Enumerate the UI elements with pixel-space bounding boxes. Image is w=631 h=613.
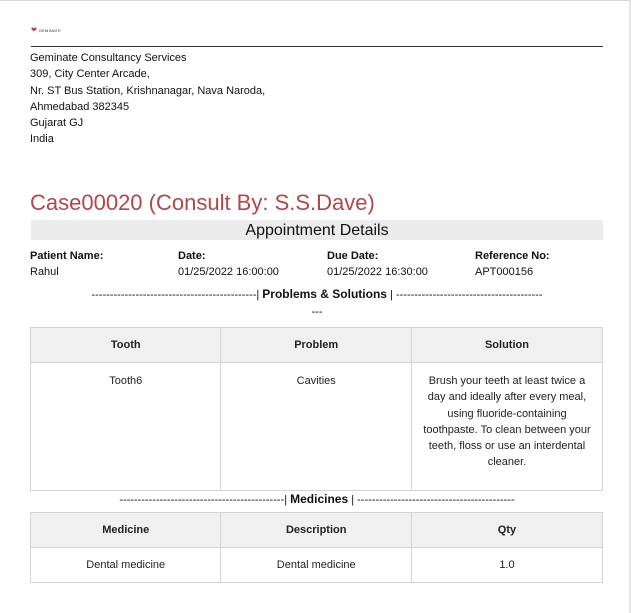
dash-rule: ---------------------------------------------: [119, 494, 285, 506]
due-date-label: Due Date:: [327, 250, 379, 262]
address-line: Geminate Consultancy Services: [30, 52, 187, 64]
date-info: [178, 248, 279, 280]
medicine-cell: Dental medicine: [31, 548, 221, 583]
page-top-border: [0, 0, 631, 1]
problems-section-heading: ---------------------------------------------| Problems & Solutions | ----------------------------------------: [91, 287, 543, 301]
column-header-solution: Solution: [411, 328, 602, 363]
column-header-qty: Qty: [411, 513, 602, 548]
qty-cell: 1.0: [411, 548, 602, 583]
patient-name-value: Rahul: [30, 266, 59, 278]
column-header-description: Description: [221, 513, 411, 548]
company-address: [30, 50, 265, 148]
due-date-info: [327, 248, 428, 280]
appointment-details-heading: Appointment Details: [31, 220, 603, 240]
table-header-row: [31, 513, 603, 548]
problems-section-title: Problems & Solutions: [262, 287, 387, 301]
reference-value: APT000156: [475, 266, 534, 278]
date-label: Date:: [178, 250, 206, 262]
patient-info: [30, 248, 103, 280]
medicines-table: [30, 512, 603, 583]
due-date-value: 01/25/2022 16:30:00: [327, 266, 428, 278]
dash-rule: ---------------------------------------------: [91, 289, 257, 301]
case-title: Case00020 (Consult By: S.S.Dave): [30, 190, 375, 215]
address-line: 309, City Center Arcade,: [30, 68, 150, 81]
tooth-cell: Tooth6: [31, 363, 221, 491]
logo-text: GEMINATE: [38, 27, 62, 33]
reference-label: Reference No:: [475, 250, 550, 262]
dash-rule: -------------------------------------------: [357, 494, 515, 506]
patient-name-label: Patient Name:: [30, 250, 104, 262]
address-line: Gujarat GJ: [30, 117, 84, 130]
company-logo: [31, 27, 61, 34]
medicines-section-heading: ---------------------------------------------| Medicines | -------------------------------------------: [119, 492, 515, 506]
address-line: Ahmedabad 382345: [30, 100, 130, 113]
column-header-medicine: Medicine: [31, 513, 221, 548]
column-header-tooth: Tooth: [31, 328, 221, 363]
table-header-row: [31, 328, 603, 363]
column-header-problem: Problem: [221, 328, 411, 363]
problems-table: [30, 327, 603, 491]
reference-info: [475, 248, 550, 280]
table-row: [31, 548, 603, 583]
problems-section-overflow: ---: [311, 306, 323, 318]
address-line: India: [30, 133, 54, 146]
dash-rule: ----------------------------------------: [395, 289, 543, 301]
description-cell: Dental medicine: [221, 548, 411, 583]
address-line: Nr. ST Bus Station, Krishnanagar, Nava Naroda,: [30, 84, 266, 97]
problem-cell: Cavities: [221, 363, 411, 491]
table-row: [31, 363, 603, 491]
solution-cell: Brush your teeth at least twice a day and ideally after every meal, using fluoride-containing toothpaste. To clean between your teeth, floss or use an interdental cleaner.: [411, 363, 602, 491]
header-divider: [31, 46, 603, 47]
medicines-section-title: Medicines: [290, 492, 349, 506]
heart-icon: ❤: [31, 27, 37, 34]
date-value: 01/25/2022 16:00:00: [178, 266, 279, 278]
